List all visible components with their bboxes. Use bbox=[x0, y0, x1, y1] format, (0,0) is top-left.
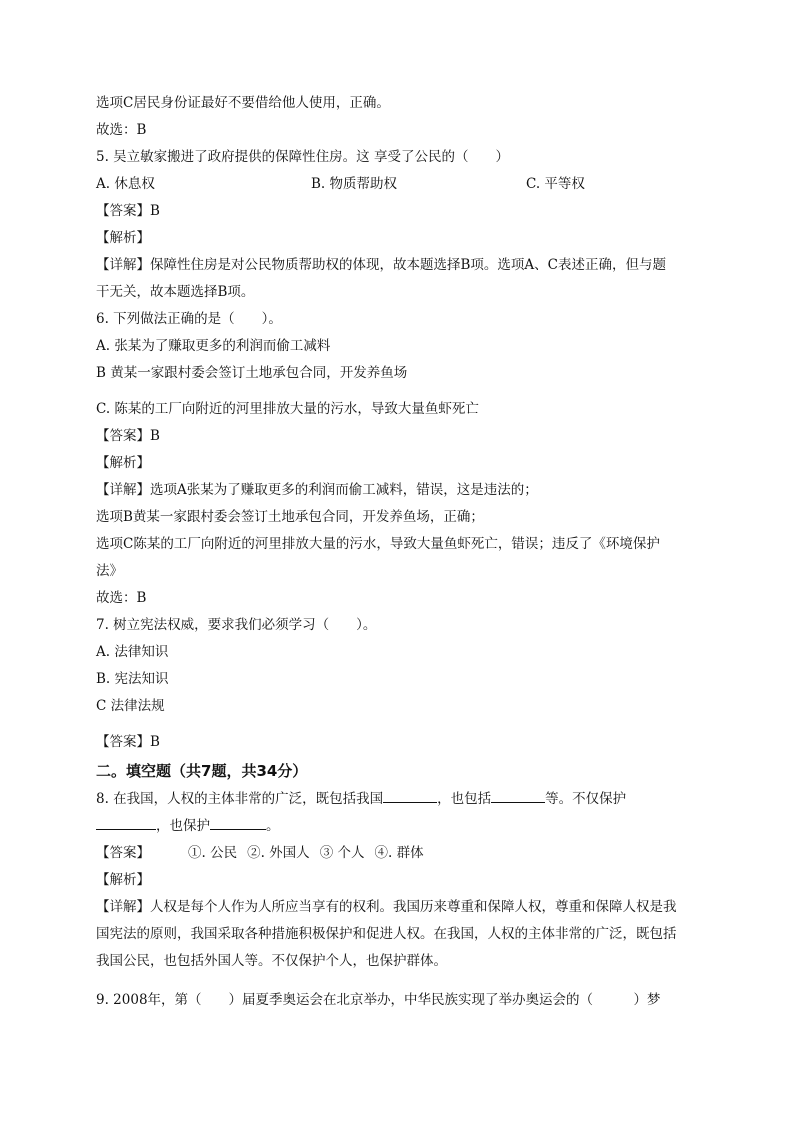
option-c: C 法律法规 bbox=[96, 698, 165, 714]
answer-item-2: ②. 外国人 bbox=[247, 845, 310, 861]
detail-text: 保障性住房是对公民物质帮助权的体现，故本题选择B项。选项A、C表述正确，但与题 bbox=[150, 257, 666, 273]
answer-line bbox=[96, 729, 706, 756]
question-6: 6. 下列做法正确的是（ ）。 bbox=[96, 311, 282, 327]
blank-2[interactable] bbox=[491, 788, 545, 803]
detail-line bbox=[96, 477, 706, 504]
option-b: B. 宪法知识 bbox=[96, 671, 169, 687]
blank-1[interactable] bbox=[383, 788, 437, 803]
question-8-text: 。 bbox=[266, 818, 280, 834]
detail-line: 选项C陈某的工厂向附近的河里排放大量的污水，导致大量鱼虾死亡，错误；违反了《环境保护 bbox=[96, 536, 660, 552]
answer-tag: 【答案】 bbox=[96, 734, 150, 750]
analysis-tag: 【解析】 bbox=[96, 455, 150, 471]
blank-3[interactable] bbox=[96, 815, 156, 830]
question-8-line-2 bbox=[96, 813, 706, 840]
option-a: A. 法律知识 bbox=[96, 644, 169, 660]
section-title: 二。填空题（共7题，共34分） bbox=[96, 762, 308, 780]
detail-tag: 【详解】 bbox=[96, 482, 150, 498]
question-8-line-1 bbox=[96, 786, 706, 813]
analysis-tag: 【解析】 bbox=[96, 872, 150, 888]
option-a: A. 张某为了赚取更多的利润而偷工减料 bbox=[96, 338, 331, 354]
answer-line bbox=[96, 840, 706, 867]
option-c: C. 平等权 bbox=[526, 176, 585, 192]
analysis-tag: 【解析】 bbox=[96, 230, 150, 246]
answer-value: B bbox=[150, 734, 160, 750]
question-8-text: 8. 在我国，人权的主体非常的广泛，既包括我国 bbox=[96, 791, 384, 807]
text-line: 选项C居民身份证最好不要借给他人使用，正确。 bbox=[96, 95, 390, 111]
detail-tag: 【详解】 bbox=[96, 899, 150, 915]
answer-line bbox=[96, 198, 706, 225]
question-9: 9. 2008年，第（ ）届夏季奥运会在北京举办，中华民族实现了举办奥运会的（ ）梦 bbox=[96, 992, 661, 1008]
option-b: B. 物质帮助权 bbox=[311, 176, 398, 192]
choose-line: 故选：B bbox=[96, 590, 147, 606]
blank-4[interactable] bbox=[210, 815, 266, 830]
question-8-text: ，也保护 bbox=[156, 818, 210, 834]
question-8-text: 等。不仅保护 bbox=[545, 791, 627, 807]
answer-line bbox=[96, 423, 706, 450]
option-a: A. 休息权 bbox=[96, 176, 155, 192]
detail-text: 人权是每个人作为人所应当享有的权利。我国历来尊重和保障人权，尊重和保障人权是我 bbox=[150, 899, 677, 915]
question-5: 5. 吴立敏家搬进了政府提供的保障性住房。这 享受了公民的（ ） bbox=[96, 149, 509, 165]
detail-line bbox=[96, 894, 706, 921]
answer-tag: 【答案】 bbox=[96, 845, 150, 861]
detail-tag: 【详解】 bbox=[96, 257, 150, 273]
detail-line: 干无关，故本题选择B项。 bbox=[96, 284, 255, 300]
question-5-options bbox=[96, 171, 706, 198]
choose-line: 故选：B bbox=[96, 122, 147, 138]
detail-line: 选项B黄某一家跟村委会签订土地承包合同，开发养鱼场，正确； bbox=[96, 509, 484, 525]
question-8-text: ，也包括 bbox=[437, 791, 492, 807]
answer-item-1: ①. 公民 bbox=[188, 845, 238, 861]
answer-tag: 【答案】 bbox=[96, 428, 150, 444]
answer-tag: 【答案】 bbox=[96, 203, 150, 219]
detail-line: 我国公民，也包括外国人等。不仅保护个人，也保护群体。 bbox=[96, 953, 447, 969]
detail-line: 国宪法的原则，我国采取各种措施积极保护和促进人权。在我国，人权的主体非常的广泛，既包括 bbox=[96, 926, 677, 942]
option-b: B 黄某一家跟村委会签订土地承包合同，开发养鱼场 bbox=[96, 365, 408, 381]
question-7: 7. 树立宪法权威，要求我们必须学习（ ）。 bbox=[96, 617, 377, 633]
document-page bbox=[96, 90, 706, 1014]
answer-value: B bbox=[150, 428, 160, 444]
answer-item-3: ③ 个人 bbox=[319, 845, 365, 861]
detail-text: 选项A张某为了赚取更多的利润而偷工减料，错误，这是违法的； bbox=[150, 482, 538, 498]
option-c: C. 陈某的工厂向附近的河里排放大量的污水，导致大量鱼虾死亡 bbox=[96, 401, 479, 417]
answer-item-4: ④. 群体 bbox=[374, 845, 424, 861]
detail-line bbox=[96, 252, 706, 279]
detail-line: 法》 bbox=[96, 563, 123, 579]
answer-value: B bbox=[150, 203, 160, 219]
